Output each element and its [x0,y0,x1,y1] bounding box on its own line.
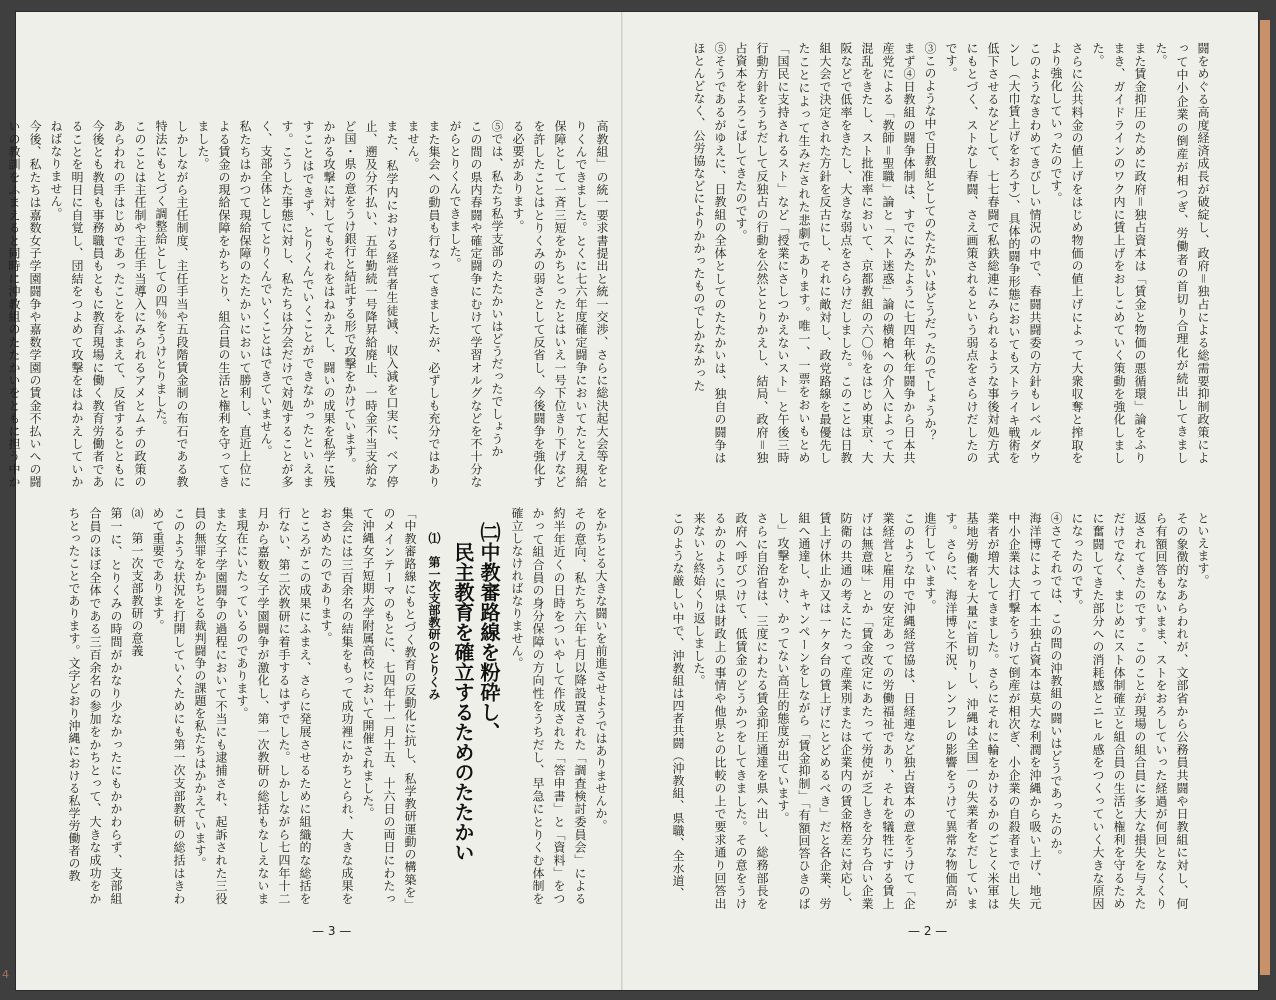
left-lower-text-a: をかちとる大きな闘いを前進させようではありませんか。 その意向、私たち六年七月以降設置された「調査検討委員会」による約半年近くの日時をついやして作成された「答申書」と「資料」をつかって組合員の身分保障の方向性をうちだし、早急にとりくむ体制を確立しなければなりません。 [510,507,608,905]
page-3 [7,12,621,990]
page-number-3: — 3 — [312,924,352,938]
booklet-cover-edge [1260,20,1270,975]
corner-mark: 4 [2,968,9,981]
section-title: ㈡中教審路線を粉砕し、 民主教育を確立するためのたたかい [451,522,501,862]
left-lower-text-b: 「中教審路線にもとづく教育の反動化に抗し、私学教研運動の構築を」のメインテーマのもとに、七四年十一月十五、十六日の両日にわたって沖縄女子短期大学附属高校において開催されました。 集会には三百余名の結集をもって成功裡にかちとられ、大きな成果をおさめたのであります。 ところがこの成果にふまえ、さらに発展させるために組織的な総括を行ない、第二次教研に着手するはずでした。しかしながら七四年十二月から嘉数女子学園闘争が激化し、第一次教研の総括もなしえないまま現在にいたっているのであります。 また女子学園闘争の過程において不当にも逮捕され、起訴された三役員の無罪をかちとる裁判闘争の課題を私たちはかかえています。 このような状況を打開していくためにも第一次支部教研の総括はきわめて重要であります。 ⒜ 第一次支部教研の意義 第一に、とりくみの時間がかなり少なかったにもかかわらず、支部組合員のほぼ全体である三百余名の参加をかちとって、大きな成功をかちとったことであります。文字どおり沖縄における私学労働者の教 [67,507,417,905]
subsection-title: ⑴ 第一次支部教研のとりくみ [427,532,441,700]
page-number-2: — 2 — [908,924,948,938]
left-upper-text: 高教組」の統一要求書提出と統一交渉、さらに総決起大会等をとりくんできました。とくに七六年度確定闘争においてたとえ現給保障として一斉三短をかちとったとはいえ一号下位きり下げなどを許したことはとりくみの弱さとして反省し、今後闘争を強化する必要があります。 ⑤では、私たち私学支部のたたかいはどうだったでしょうか この間の県内春闘や確定闘争にむけて学習オルグなどを不十分ながらとりくんできました。 また集会への動員も行なってきましたが、必ずしも充分ではありません。 また、私学内における経営者生徒減、収入減を口実に、ベア停止、遡及分不払い、五年勤続一号降昇給廃止、一時金不当支給など国・県の意をうけ銀行と結託する形で攻撃をかけています。 かかる攻撃に対してもそれをはねかえし、闘いの成果を私学に残すことはできず、とりくんでいくことができなかったといえます。こうした事態に対し、私たちは分会だけで対処することが多く、支部全体としてとりくんでいくことはできていません。 私たちはかつて現給保障のたたかいにおいて勝利し、直近上位による賃金の現給保障をかちとり、組合員の生活と権利を守ってきました。 しかしながら主任制度、主任手当や五段階賃金制の布石である教特法にもとづく調整給としての四％をうけとりました。 このことは主任制や主任手当導入にみられるアメとムチの政策のあらわれの手はじめであったことをふまえて、反省するとともに今後とも教員も事務職員もともに教育現場に働く教育労働者であることを明日に自覚し、団結をつよめて攻撃をはねかえしていかねばなりません。 今後、私たちは嘉数女子学園闘争や嘉数学園の賃金不払いへの闘いの教訓をふまえると同時に沖教組のたたかいをともに担う中か [7,120,609,489]
right-upper-text: 闘をめぐる高度経済成長が破綻し、政府＝独占による総需要抑制政策によって中小企業の倒産が相つぎ、労働者の首切り合理化が続出してきました。 また賃金抑圧のために政府＝独占資本は「賃金と物価の悪循環」論をふりまき、ガイドラインのワク内に賃上げをおしこめていく策動を強化しました。 さらに公共料金の値上げをはじめ物価の値上げによって大衆収奪と搾取をより強化していったのです。 このようなきわめてきびしい情況の中で、春闘共闘委の方針もレベルダウンし（大巾賃上げをおろす）、具体的闘争形態においてもストライキ戦術を低下させるなどして、七七春闘で私鉄総連にみられるような事後対処方式にもとづく、ストなし春闘、さえ画策されるという弱点をさらけだしたのです。 ③このような中で日教組としてのたたかいはどうだったのでしょうか？ まず④日教組の闘争体制は、すでにみたように七四年秋年闘争から日本共産党による「教師＝聖職」論と「スト迷惑」論の横槍への介入によって大混乱をきたし、スト批准率において、京都教組の六〇％をはじめ東京、大阪などで低率をきたし、大きな弱点をさらけだしました。このことは日教組大会で決定された方針を反古にし、それに敵対し、政党路線を最優先したことによって生みだされた悲劇であります。唯一、一票をおいもとめ「国民に支持されるスト」など「授業にさしつかえないスト」と午後三時行動方針をうちだして反独占の行動を公然ととりかえし、結局、政府＝独占資本をよろこばしてきたのです。 ⑤そうであるがゆえに、日教組の全体としてのたたかいは、独自の闘争はほとんどなく、公労協などによりかかったものでしかなかった [692,42,1210,464]
page-2 [623,12,1243,990]
right-lower-text: といえます。 その象徴的なあらわれが、文部省から公務員共闘や日教組に対し、何ら有額回答もないまま、ストをおろしていった経過が何回となくくり返されてきたのです。このことが現場の組合員に多大な損失を与えただけでなく、まじめにスト体制確立と組合員の生活と権利を守るために奮闘してきた部分への消耗感とニヒル感をつくっていく大きな原因になったのです。 ④さてそれでは、この間の沖教組の闘いはどうであったのか。 海洋博によって本土独占資本は莫大な利潤を沖縄から吸い上げ、地元中小企業は大打撃をうけて倒産が相次ぎ、小企業の自殺者まで出し失業者が増大してきました。さらにそれに輪をかけるかのごとく米軍は基地労働者を大量に首切りし、沖縄は全国一の失業者をだしています。さらに、海洋博と不況、レンフレの影響をうけて異常な物価高が進行しています。 このような中で沖縄経営協は、日経連など独占資本の意をうけて「企業経営と雇用の安定あっての労働福祉であり、それを犠牲にする賃上げは無意味」とか「賃金改定にあたって労使が乏しきを分ち合い企業防衛の共通の考えにたって産業別または企業内の賃金格差に対応し、賃上げ休止か又は一ケタ台の賃上げにとどめるべき」だと各企業、労組へ通達し、キャンペーンをしながら「賃金抑制」「有額回答ひきのばし」攻撃をかけ、かってない高圧的態度が出ています。 さらに自治省は、三度にわたる賃金抑圧通達を県へ出し、総務部長を政府へ呼びつけて、低賃金のどうかつをしてきました。その意をうけるかのように県は財政上の事情や他県との比較の上で要求通り回答出来ないと終始くり返しました。 このような厳しい中で、沖教組は四者共闘（沖教組、県職、全水道、 [671,512,1210,911]
